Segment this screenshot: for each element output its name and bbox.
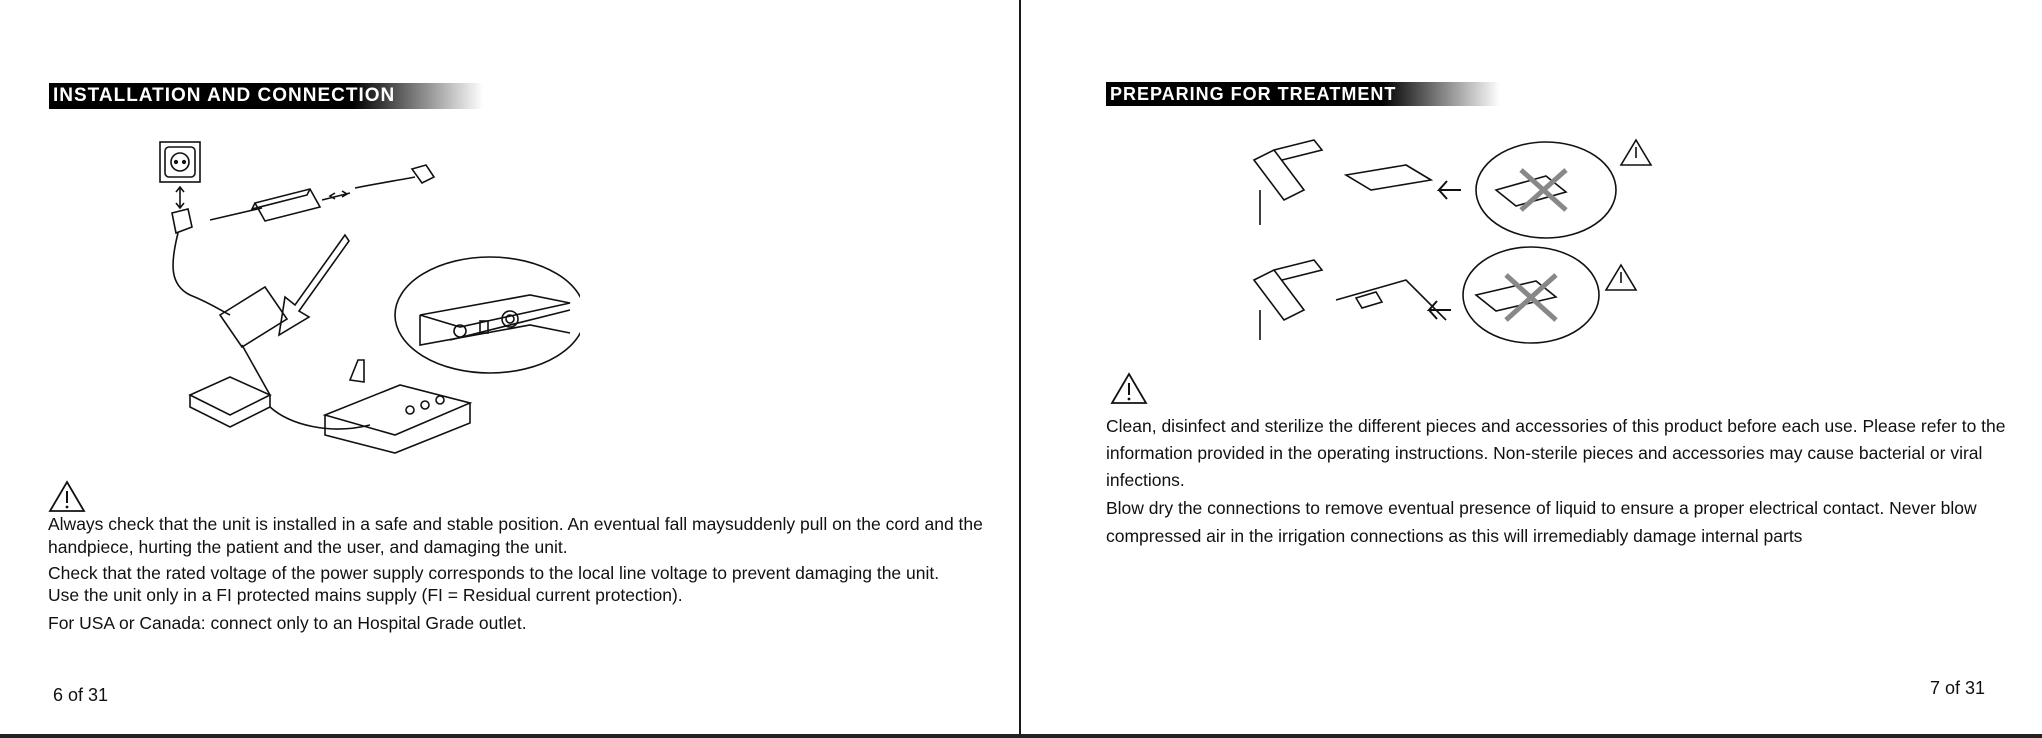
paragraph-blow-dry: Blow dry the connections to remove eventual presence of liquid to ensure a proper electrical contact. Never blow compressed air in the irrigation connections as this will irremediably damage internal parts — [1106, 498, 1977, 546]
wall-socket-icon — [160, 142, 200, 208]
section-heading: PREPARING FOR TREATMENT — [1106, 82, 1500, 106]
warning-triangle-icon — [1110, 372, 1148, 405]
power-adapter-icon — [210, 165, 434, 221]
warning-line-fi: Use the unit only in a FI protected mains supply (FI = Residual current protection). — [48, 585, 683, 605]
warning-triangle-icon — [48, 480, 86, 513]
handpiece-icon — [1254, 140, 1431, 225]
handpiece-diagram — [1246, 130, 1666, 355]
instruction-text — [1106, 413, 2006, 550]
section-heading: INSTALLATION AND CONNECTION — [49, 83, 483, 109]
left-page — [0, 0, 1019, 738]
page-number: 6 of 31 — [53, 685, 109, 705]
warning-line-usa: For USA or Canada: connect only to an Hospital Grade outlet. — [48, 613, 527, 633]
control-unit-icon — [325, 360, 470, 453]
foot-pedal-icon — [190, 377, 370, 429]
installation-diagram — [150, 135, 580, 455]
bottom-rule — [0, 734, 2042, 738]
page-number: 7 of 31 — [1930, 678, 1986, 698]
right-page — [1021, 0, 2042, 738]
paragraph-sterilize: Clean, disinfect and sterilize the different pieces and accessories of this product before each use. Please refer to the information provided in the operating instructions. Non-sterile pieces and accessories may cause bacterial or viral infections. — [1106, 416, 2006, 490]
warning-line-stability: Always check that the unit is installed in a safe and stable position. An eventual fall maysuddenly pull on the cord and the handpiece, hurting the patient and the user, and damaging the unit. — [48, 514, 983, 557]
warning-text — [48, 513, 1008, 635]
warning-line-voltage: Check that the rated voltage of the power supply corresponds to the local line voltage to prevent damaging the unit. — [48, 563, 940, 583]
